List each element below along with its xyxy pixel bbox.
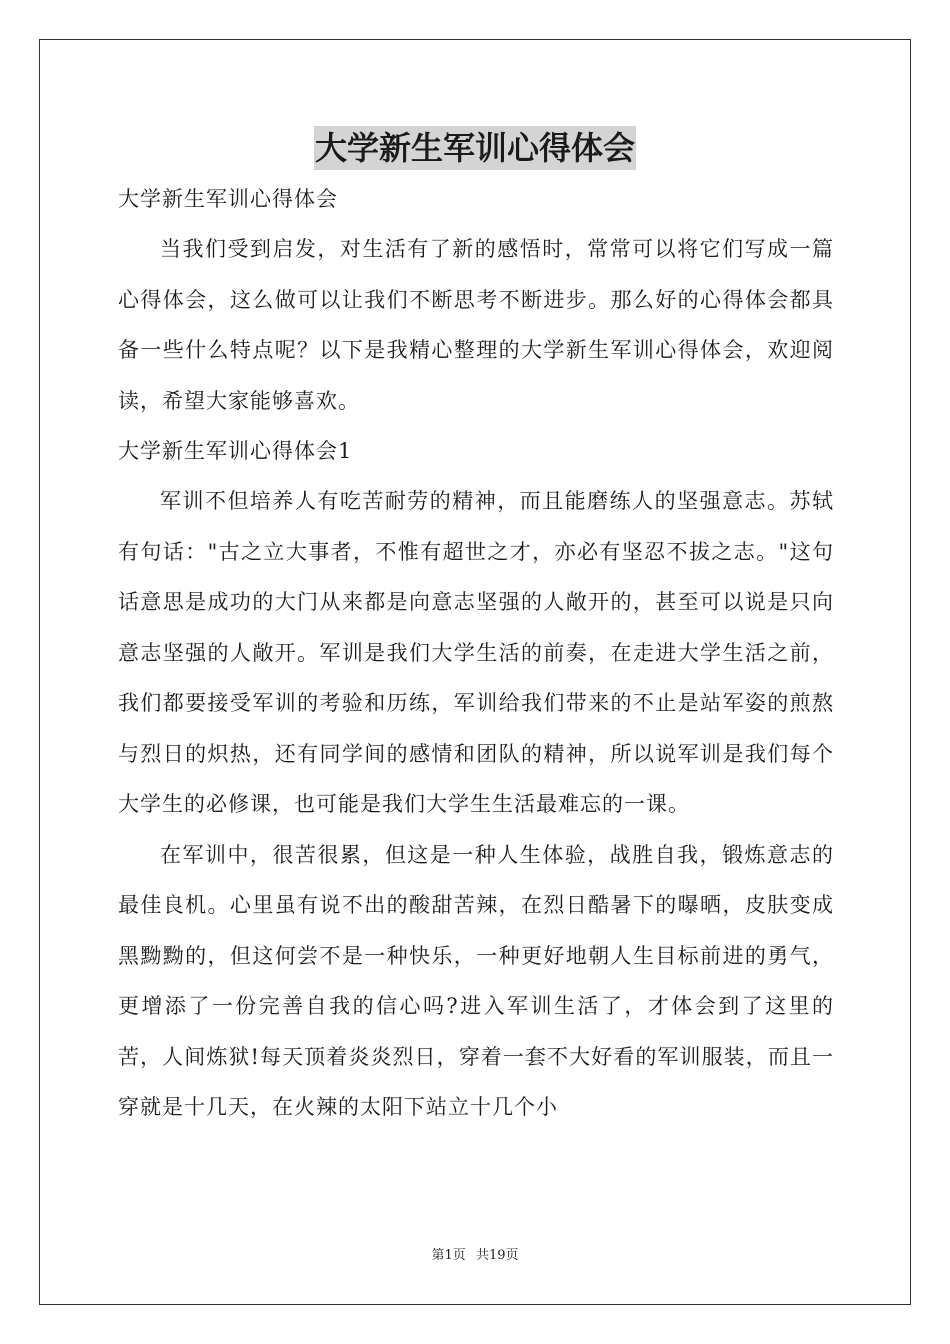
body-paragraph-1: 军训不但培养人有吃苦耐劳的精神，而且能磨练人的坚强意志。苏轼有句话："古之立大事者，不惟有超世之才，亦必有坚忍不拔之志。"这句话意思是成功的大门从来都是向意志坚强的人敞开的，甚至可以说是只向意志坚强的人敞开。军训是我们大学生活的前奏，在走进大学生活之前，我们都要接受军训的考验和历练，军训给我们带来的不止是站军姿的煎熬与烈日的炽热，还有同学间的感情和团队的精神，所以说军训是我们每个大学生的必修课，也可能是我们大学生生活最难忘的一课。 [118, 489, 834, 816]
page-total: 共19页 [475, 1248, 519, 1263]
document-title: 大学新生军训心得体会 [314, 126, 636, 170]
title-container [0, 126, 950, 170]
section-heading: 大学新生军训心得体会1 [118, 439, 353, 463]
page-number: 第1页 [431, 1248, 466, 1263]
document-subtitle: 大学新生军训心得体会 [118, 187, 338, 211]
page-footer [0, 1247, 950, 1265]
intro-paragraph: 当我们受到启发，对生活有了新的感悟时，常常可以将它们写成一篇心得体会，这么做可以让我们不断思考不断进步。那么好的心得体会都具备一些什么特点呢？以下是我精心整理的大学新生军训心得体会，欢迎阅读，希望大家能够喜欢。 [118, 237, 834, 413]
document-body [118, 180, 834, 1133]
body-paragraph-2: 在军训中，很苦很累，但这是一种人生体验，战胜自我，锻炼意志的最佳良机。心里虽有说不出的酸甜苦辣，在烈日酷暑下的曝晒，皮肤变成黑黝黝的，但这何尝不是一种快乐，一种更好地朝人生目标前进的勇气，更增添了一份完善自我的信心吗?进入军训生活了，才体会到了这里的苦，人间炼狱!每天顶着炎炎烈日，穿着一套不大好看的军训服装，而且一穿就是十几天，在火辣的太阳下站立十几个小 [118, 842, 834, 1119]
